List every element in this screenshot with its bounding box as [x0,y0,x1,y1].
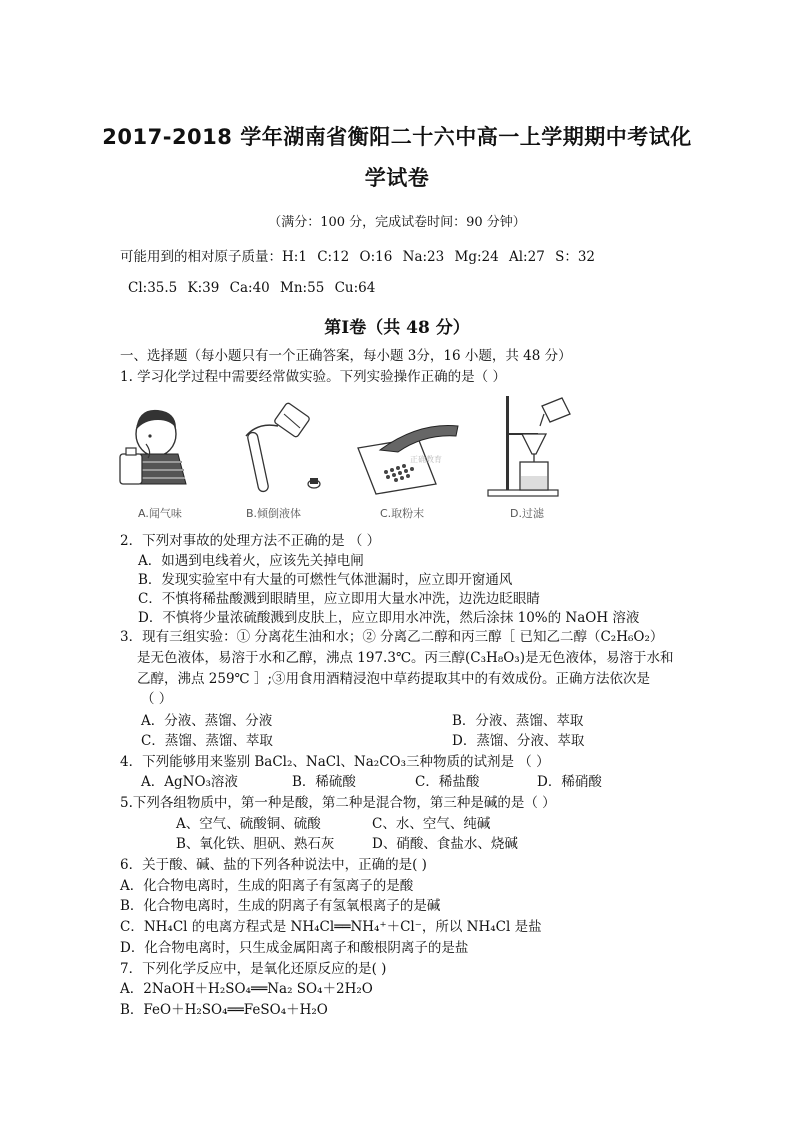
q5-option-c: C、水、空气、纯碱 [372,816,491,832]
q4-stem: 4．下列能够用来鉴别 BaCl₂、NaCl、Na₂CO₃三种物质的试剂是 （ ） [120,754,550,770]
q2-stem: 2．下列对事故的处理方法不正确的是 （ ） [120,533,381,549]
q2-option-b: B．发现实验室中有大量的可燃性气体泄漏时，应立即开窗通风 [138,572,513,588]
q2-option-a: A．如遇到电线着火，应该先关掉电闸 [138,553,364,569]
exam-subtitle: （满分：100 分，完成试卷时间：90 分钟） [268,215,526,230]
q2-option-d: D．不慎将少量浓硫酸溅到皮肤上，应立即用水冲洗，然后涂抹 10%的 NaOH 溶液 [138,610,640,626]
exam-title-line1: 2017-2018 学年湖南省衡阳二十六中高一上学期期中考试化 [102,125,692,149]
q7-option-b: B．FeO＋H₂SO₄══FeSO₄＋H₂O [120,1002,328,1018]
q3-line2: 是无色液体，易溶于水和乙醇，沸点 197.3℃。丙三醇(C₃H₈O₃)是无色液体，易溶于水和 [137,650,674,666]
q3-line1: 3．现有三组实验：① 分离花生油和水；② 分离乙二醇和丙三醇［ 已知乙二醇（C₂H₆O₂） [120,629,664,645]
q6-option-b: B．化合物电离时，生成的阴离子有氢氧根离子的是碱 [120,898,441,914]
q6-stem: 6．关于酸、碱、盐的下列各种说法中，正确的是( ) [120,857,427,873]
q4-option-b: B．稀硫酸 [292,774,356,790]
filtering-illustration [488,396,570,496]
q7-option-a: A．2NaOH＋H₂SO₄══Na₂ SO₄＋2H₂O [120,981,373,997]
q6-option-d: D．化合物电离时，只生成金属阳离子和酸根阴离子的是盐 [120,940,469,956]
q7-stem: 7．下列化学反应中，是氧化还原反应的是( ) [120,961,387,977]
q3-option-c: C．蒸馏、蒸馏、萃取 [141,733,273,749]
q3-line4: （ ） [141,691,173,707]
q5-option-a: A、空气、硫酸铜、硫酸 [176,816,321,832]
smelling-illustration [120,410,186,484]
q4-option-c: C．稀盐酸 [415,774,480,790]
exam-title-line2: 学试卷 [364,166,430,190]
q1-caption-d: D.过滤 [510,507,544,520]
q1-illustrations [118,392,588,522]
q4-option-a: A．AgNO₃溶液 [141,774,238,790]
q1-watermark: 正确教育 [410,455,442,464]
q5-option-d: D、硝酸、食盐水、烧碱 [372,836,518,852]
section-heading: 一、选择题（每小题只有一个正确答案，每小题 3分，16 小题，共 48 分） [120,348,572,364]
q1-caption-b: B.倾倒液体 [246,507,302,520]
q6-option-c: C．NH₄Cl 的电离方程式是 NH₄Cl══NH₄⁺＋Cl⁻，所以 NH₄Cl 是盐 [120,919,542,935]
atomic-masses-line2: Cl:35.5 K:39 Ca:40 Mn:55 Cu:64 [128,280,376,296]
q5-stem: 5.下列各组物质中，第一种是酸，第二种是混合物，第三种是碱的是（ ） [120,795,556,811]
q1-stem: 1. 学习化学过程中需要经常做实验。下列实验操作正确的是（ ） [120,369,506,385]
q4-option-d: D．稀硝酸 [537,774,602,790]
pouring-illustration [246,402,320,492]
q3-option-d: D．蒸馏、分液、萃取 [452,733,585,749]
powder-illustration [358,426,458,495]
atomic-masses-line1: 可能用到的相对原子质量：H:1 C:12 O:16 Na:23 Mg:24 Al:27 S：32 [120,249,596,265]
q3-option-b: B．分液、蒸馏、萃取 [452,713,584,729]
q1-caption-a: A.闻气味 [138,507,182,520]
q3-option-a: A．分液、蒸馏、分液 [141,713,273,729]
q1-caption-c: C.取粉末 [380,507,425,520]
q3-line3: 乙醇，沸点 259℃ ］;③用食用酒精浸泡中草药提取其中的有效成份。正确方法依次是 [137,671,650,687]
part-title: 第Ⅰ卷（共 48 分） [324,318,470,338]
q6-option-a: A．化合物电离时，生成的阳离子有氢离子的是酸 [120,878,414,894]
q2-option-c: C．不慎将稀盐酸溅到眼睛里，应立即用大量水冲洗，边洗边眨眼睛 [138,591,540,607]
q5-option-b: B、氧化铁、胆矾、熟石灰 [176,836,335,852]
